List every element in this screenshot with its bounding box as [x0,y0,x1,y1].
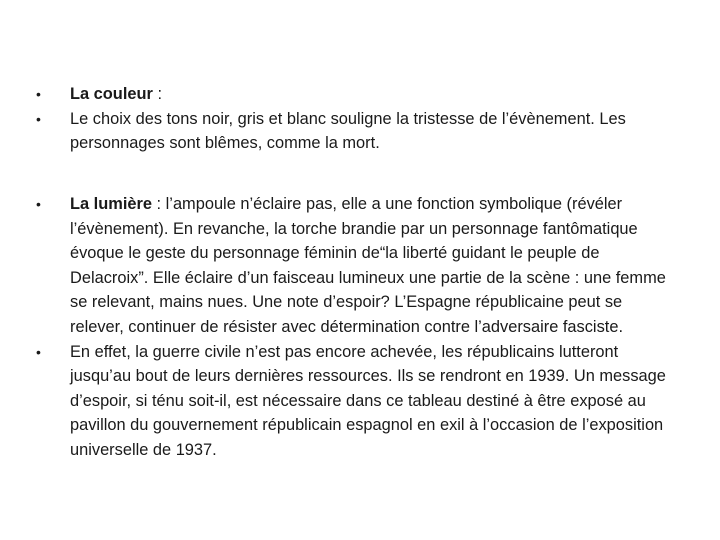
bullet-dot-icon: • [36,110,41,127]
bullet-list-color [36,82,676,156]
bullet-item-guerre-civile [36,340,676,463]
bullet-item-couleur-heading [36,82,676,107]
term-couleur: La couleur [70,85,153,103]
bullet-dot-icon: • [36,343,41,360]
term-lumiere: La lumière [70,195,152,213]
bullet-item-couleur-description [36,107,676,156]
bullet-text: : [152,85,162,103]
bullet-text: En effet, la guerre civile n’est pas encore achevée, les républicains lutteront jusqu’au bout de leurs dernières ressources. Ils se rendront en 1939. Un message d’espoir, si ténu soit-il, est nécessaire dans ce tableau destiné à être exposé au pavillon du gouvernement républicain espagnol en exil à l’occasion de l’exposition universelle de 1937. [70,342,666,459]
bullet-dot-icon: • [36,196,41,212]
bullet-text: Le choix des tons noir, gris et blanc souligne la tristesse de l’évènement. Les personnages sont blêmes, comme la mort. [70,109,626,153]
bullet-text: : l’ampoule n’éclaire pas, elle a une fonction symbolique (révéler l’évènement). En revanche, la torche brandie par un personnage fantômatique évoque le geste du personnage féminin de“la liberté guidant le peuple de Delacroix”. Elle éclaire d’un faisceau lumineux une partie de la scène : une femme se relevant, mains nues. Une note d’espoir? L’Espagne républicaine peut se relever, continuer de résister avec détermination contre l’adversaire fasciste. [70,195,666,336]
bullet-list-light [36,192,676,463]
bullet-item-lumiere [36,192,676,340]
bullet-dot-icon: • [36,86,41,102]
